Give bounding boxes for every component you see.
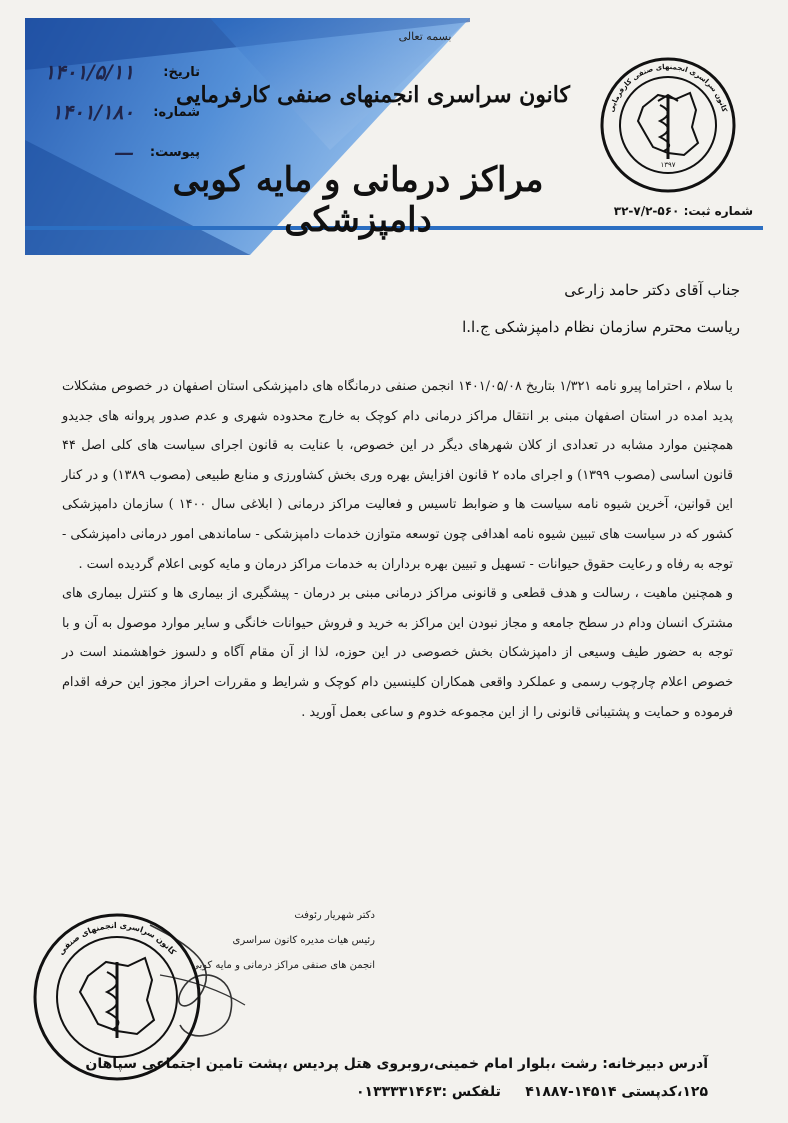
- invocation: بسمه تعالی: [398, 30, 452, 43]
- svg-text:١٣٩٧: ١٣٩٧: [660, 161, 676, 169]
- signer-name: دکتر شهریار رئوفت: [294, 910, 375, 921]
- letterhead-title: کانون سراسری انجمنهای صنفی کارفرمایی: [176, 82, 570, 108]
- attachment-value: —: [114, 140, 134, 164]
- registration-number: شماره ثبت: ۵۶۰-۷/۲-۳۲: [613, 204, 753, 218]
- body-paragraph-2: و همچنین ماهیت ، رسالت و هدف قطعی و قانونی مراکز درمانی مبنی بر درمان - پیشگیری از بیماری ها و کنترل بیماری های مشترک انسان ودام در سطح جامعه و مجاز نبودن این مراکز به خرید و فروش حیوانات خانگی و سایر موارد موصول به آن و با توجه به حضور طیف وسیعی از دامپزشکان بخش خصوصی در این حوزه، لذا از آن مقام آگاه و دلسوز خواهشمند است در خصوص اعلام چارچوب رسمی و عملکرد واقعی همکاران کلینسین دام کوچک و شرایط و مقررات احراز مجوز این حرفه اقدام فرموده و حمایت و پشتیبانی قانونی را از این مجموعه خدوم و ساعی بعمل آورید .: [62, 586, 733, 720]
- letterhead-subtitle: مراکز درمانی و مایه کوبی دامپزشکی: [172, 160, 544, 240]
- svg-text:کانون سراسری انجمنهای صنفی: کانون سراسری انجمنهای صنفی: [56, 920, 178, 957]
- attachment-row: [30, 132, 200, 172]
- date-value: ۱۴۰۱/۵/۱۱: [44, 60, 134, 84]
- number-value: ۱۴۰۱/۱۸۰: [51, 100, 134, 124]
- footer-phones: [68, 1078, 708, 1106]
- svg-text:کانون سراسری انجمنهای صنفی کار: کانون سراسری انجمنهای صنفی کارفرمایی: [607, 62, 729, 114]
- footer-contact: [68, 1050, 708, 1106]
- addressee-title: ریاست محترم سازمان نظام دامپزشکی ج.ا.ا: [462, 318, 740, 336]
- organization-seal-icon: [598, 55, 738, 195]
- attachment-label: پیوست:: [149, 144, 200, 160]
- signer-title: رئیس هیات مدیره کانون سراسری: [232, 935, 375, 946]
- addressee-name: جناب آقای دکتر حامد زارعی: [564, 281, 740, 299]
- footer-address: آدرس دبیرخانه: رشت ،بلوار امام خمینی،روبروی هتل پردیس ،پشت تامین اجتماعی سپاهان: [85, 1056, 708, 1072]
- footer-postal: ۱۲۵،کدپستی ۱۴۵۱۴-۴۱۸۸۷: [525, 1084, 708, 1100]
- body-paragraph-1: با سلام ، احتراما پیرو نامه ۱/۳۲۱ بتاریخ ۱۴۰۱/۰۵/۰۸ انجمن صنفی درمانگاه های دامپزشکی استان اصفهان در خصوص مشکلات پدید امده در استان اصفهان مبنی بر انتقال مراکز درمانی دام کوچک به خارج محدوده شهری و عدم صدور پروانه های جدیدو همچنین موارد مشابه در تعدادی از کلان شهرهای دیگر در این خصوص، با عنایت به قانون اجرای سیاست های کلی اصل ۴۴ قانون اساسی (مصوب ۱۳۹۹) و اجرای ماده ۲ قانون افزایش بهره وری بخش کشاورزی و منابع طبیعی (مصوب ۱۳۸۹) و در کنار این قوانین، آخرین شیوه نامه سیاست ها و ضوابط تاسیس و فعالیت مراکز درمانی ( ابلاغی سال ۱۴۰۰ ) سازمان دامپزشکی کشور که در سیاست های تبیین شیوه نامه اهدافی چون توسعه متوازن خدمات دامپزشکی - ساماندهی امور درمانی دامپزشکی - توجه به رفاه و رعایت حقوق حیوانات - تسهیل و تبیین بهره برداران به خدمات مراکز درمان و مایه کوبی اعلام گردیده است .: [62, 379, 733, 572]
- letter-meta: [30, 52, 200, 172]
- number-row: [30, 92, 200, 132]
- number-label: شماره:: [153, 104, 200, 120]
- footer-fax: تلفکس :۰۱۳۳۳۳۱۴۶۳: [355, 1084, 501, 1100]
- date-label: تاریخ:: [163, 64, 200, 80]
- addressee: [320, 272, 740, 346]
- letter-body: [62, 372, 733, 727]
- date-row: [30, 52, 200, 92]
- signer-organization: انجمن های صنفی مراکز درمانی و مایه کوبی: [191, 960, 375, 971]
